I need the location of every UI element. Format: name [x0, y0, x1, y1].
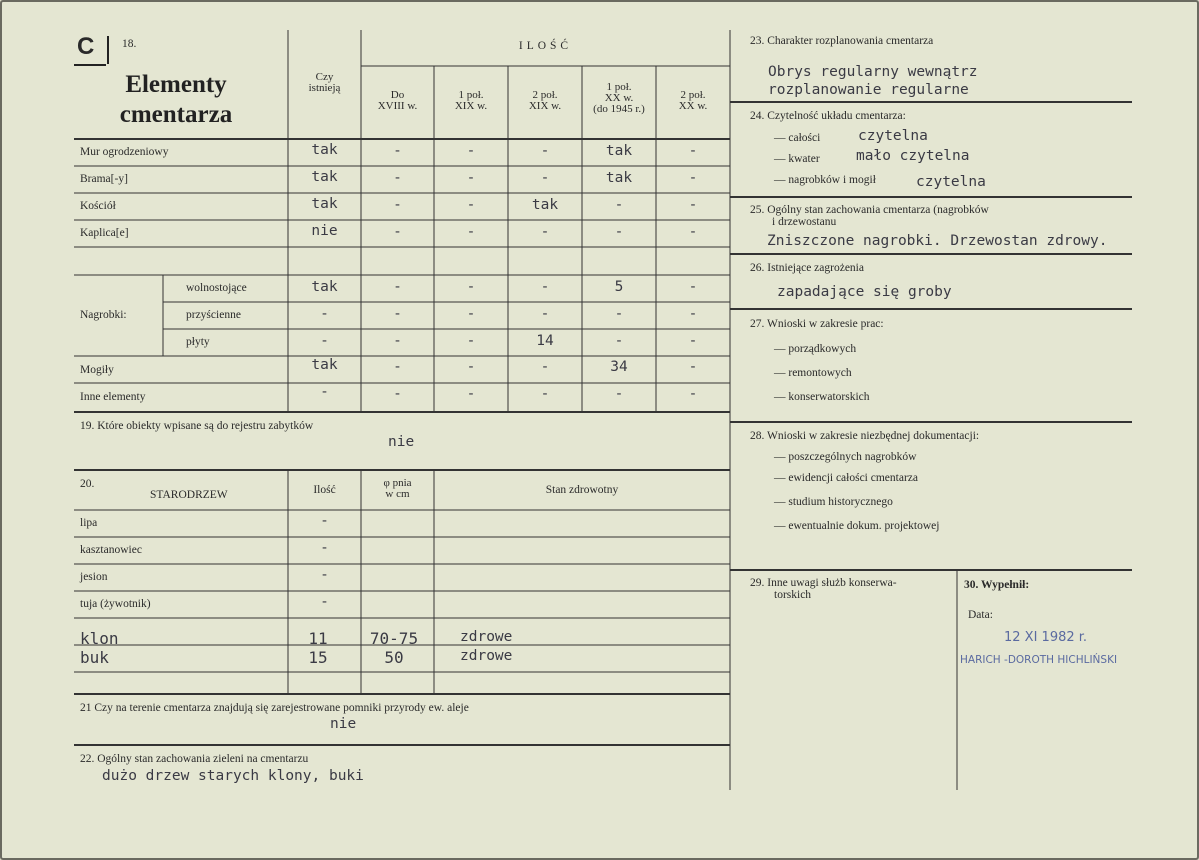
section-23-label: 23. Charakter rozplanowania cmentarza — [750, 35, 934, 47]
legibility-whole-label: — całości — [774, 132, 821, 144]
gravestone-period-value: - — [393, 279, 402, 295]
works-conservation: — konserwatorskich — [774, 391, 870, 403]
gravestone-type-label: przyścienne — [186, 309, 241, 321]
gravestone-period-value: - — [688, 306, 698, 322]
element-period-value: - — [466, 143, 476, 159]
section-19-value: nie — [388, 434, 415, 450]
tree-count-value: - — [320, 594, 329, 610]
section-25-label-line-1: 25. Ogólny stan zachowania cmentarza (nagrobków — [750, 204, 989, 216]
element-row-label: Kościół — [80, 200, 116, 212]
element-period-value: - — [688, 170, 698, 186]
tree-species-label: lipa — [80, 517, 98, 529]
element-period-value: - — [688, 197, 698, 213]
section-21-label: 21 Czy na terenie cmentarza znajdują się zarejestrowane pomniki przyrody ew. aleje — [80, 702, 469, 714]
gravestone-type-label: wolnostojące — [186, 282, 247, 294]
element-period-value: - — [688, 143, 698, 159]
tree-count-value: 15 — [308, 648, 328, 667]
mass-graves-period-value: - — [540, 359, 550, 375]
legibility-whole-value: czytelna — [858, 128, 928, 144]
mass-graves-label: Mogiły — [80, 364, 114, 376]
letter-divider — [107, 36, 109, 64]
tree-species-value: buk — [80, 648, 109, 667]
column-count-header: Ilość — [313, 484, 336, 496]
section-27-label: 27. Wnioski w zakresie prac: — [750, 318, 884, 330]
gravestone-exists-value: tak — [311, 279, 338, 295]
gravestone-period-value: - — [614, 333, 624, 349]
column-health-header: Stan zdrowotny — [545, 484, 619, 496]
mass-graves-period-value: - — [688, 359, 698, 375]
gravestone-period-value: - — [466, 279, 476, 295]
gravestone-type-label: płyty — [186, 336, 210, 348]
element-period-value: - — [393, 224, 402, 240]
other-elements-period-value: - — [393, 386, 402, 402]
tree-diameter-value: 50 — [384, 648, 404, 667]
gravestone-period-value: - — [393, 306, 402, 322]
tree-count-value: - — [320, 513, 329, 529]
element-period-value: - — [540, 170, 550, 186]
other-elements-exists-value: - — [320, 384, 329, 400]
tree-health-value: zdrowe — [460, 629, 513, 645]
section-20-number: 20. — [80, 478, 95, 490]
element-period-value: tak — [605, 170, 633, 186]
gravestone-exists-value: - — [320, 333, 329, 349]
other-elements-period-value: - — [688, 386, 698, 402]
section-22-label: 22. Ogólny stan zachowania zieleni na cmentarzu — [80, 753, 309, 765]
element-period-value: tak — [531, 197, 559, 213]
works-cleanup: — porządkowych — [774, 343, 857, 355]
element-exists-value: tak — [311, 142, 338, 158]
element-period-value: - — [540, 224, 550, 240]
docs-individual-graves: — poszczególnych nagrobków — [774, 451, 917, 463]
tree-species-label: jesion — [80, 571, 108, 583]
mass-graves-period-value: 34 — [610, 359, 628, 375]
other-elements-period-value: - — [540, 386, 550, 402]
period-header: 1 poł. XX w. (do 1945 r.) — [593, 81, 645, 115]
section-20-title: STARODRZEW — [150, 489, 228, 501]
element-period-value: - — [466, 197, 476, 213]
title-line-2: cmentarza — [119, 101, 233, 128]
tree-count-value: - — [320, 540, 329, 556]
tree-count-value: 11 — [308, 629, 328, 648]
tree-diameter-value: 70-75 — [369, 629, 419, 648]
docs-design: — ewentualnie dokum. projektowej — [774, 520, 940, 532]
element-period-value: - — [614, 224, 624, 240]
gravestone-exists-value: - — [320, 306, 329, 322]
element-period-value: - — [393, 197, 402, 213]
gravestone-period-value: - — [466, 306, 476, 322]
period-header: 2 poł. XX w. — [678, 89, 708, 112]
section-29-label-line-1: 29. Inne uwagi służb konserwa- — [750, 577, 897, 589]
docs-cemetery-records: — ewidencji całości cmentarza — [774, 472, 918, 484]
tree-species-label: tuja (żywotnik) — [80, 598, 151, 610]
element-period-value: - — [393, 143, 402, 159]
other-elements-period-value: - — [466, 386, 476, 402]
mass-graves-exists-value: tak — [311, 357, 338, 373]
element-period-value: - — [393, 170, 402, 186]
element-exists-value: tak — [311, 169, 338, 185]
other-elements-period-value: - — [614, 386, 624, 402]
element-period-value: - — [466, 170, 476, 186]
element-row-label: Brama[-y] — [80, 173, 128, 185]
section-24-label: 24. Czytelność układu cmentarza: — [750, 110, 906, 122]
section-23-value-line-2: rozplanowanie regularne — [768, 82, 969, 98]
gravestone-period-value: 14 — [536, 333, 554, 349]
section-25-value: Zniszczone nagrobki. Drzewostan zdrowy. — [767, 233, 1108, 249]
gravestones-group-label: Nagrobki: — [80, 309, 127, 321]
section-19-label: 19. Które obiekty wpisane są do rejestru zabytków — [80, 420, 314, 432]
gravestone-period-value: 5 — [614, 279, 624, 295]
tree-count-value: - — [320, 567, 329, 583]
gravestone-period-value: - — [688, 279, 698, 295]
period-header: 1 poł. XIX w. — [454, 89, 488, 112]
period-header: Do XVIII w. — [377, 89, 418, 112]
tree-species-label: kasztanowiec — [80, 544, 142, 556]
section-29-label-line-2: torskich — [774, 589, 812, 601]
gravestone-period-value: - — [688, 333, 698, 349]
tree-health-value: zdrowe — [460, 648, 513, 664]
tree-species-value: klon — [80, 629, 119, 648]
works-repair: — remontowych — [774, 367, 852, 379]
gravestone-period-value: - — [614, 306, 624, 322]
section-18-title — [86, 70, 266, 130]
legibility-quarters-value: mało czytelna — [856, 148, 970, 164]
gravestone-period-value: - — [540, 279, 550, 295]
element-period-value: - — [614, 197, 624, 213]
docs-historical-study: — studium historycznego — [774, 496, 893, 508]
title-line-1: Elementy — [125, 71, 227, 98]
section-26-label: 26. Istniejące zagrożenia — [750, 262, 864, 274]
date-value: 12 XI 1982 r. — [1004, 630, 1088, 645]
legibility-quarters-label: — kwater — [774, 153, 820, 165]
section-letter: C — [77, 33, 95, 60]
mass-graves-period-value: - — [393, 359, 402, 375]
section-18-number: 18. — [122, 38, 137, 50]
element-exists-value: nie — [311, 223, 338, 239]
signature: HARICH -DOROTH HICHLIŃSKI — [960, 654, 1118, 666]
quantity-header: ILOŚĆ — [518, 40, 573, 52]
gravestone-period-value: - — [466, 333, 476, 349]
date-label: Data: — [968, 609, 993, 621]
section-21-value: nie — [330, 716, 357, 732]
column-diameter-header: φ pnia w cm — [383, 477, 412, 500]
section-23-value-line-1: Obrys regularny wewnątrz — [768, 64, 978, 80]
column-exists-header: Czy istnieją — [308, 71, 341, 94]
element-period-value: - — [466, 224, 476, 240]
element-period-value: tak — [605, 143, 633, 159]
section-30-label: 30. Wypełnił: — [964, 579, 1030, 591]
gravestone-period-value: - — [393, 333, 402, 349]
section-28-label: 28. Wnioski w zakresie niezbędnej dokumentacji: — [750, 430, 980, 442]
legibility-graves-label: — nagrobków i mogił — [774, 174, 876, 186]
element-period-value: - — [540, 143, 550, 159]
other-elements-label: Inne elementy — [80, 391, 146, 403]
element-period-value: - — [688, 224, 698, 240]
period-header: 2 poł. XIX w. — [528, 89, 562, 112]
gravestone-period-value: - — [540, 306, 550, 322]
element-row-label: Kaplica[e] — [80, 227, 129, 239]
section-letter-box — [74, 34, 106, 66]
element-row-label: Mur ogrodzeniowy — [80, 146, 169, 158]
section-25-label-line-2: i drzewostanu — [772, 216, 837, 228]
element-exists-value: tak — [311, 196, 338, 212]
section-26-value: zapadające się groby — [777, 284, 952, 300]
legibility-graves-value: czytelna — [916, 174, 986, 190]
section-22-value: dużo drzew starych klony, buki — [102, 768, 364, 784]
mass-graves-period-value: - — [466, 359, 476, 375]
